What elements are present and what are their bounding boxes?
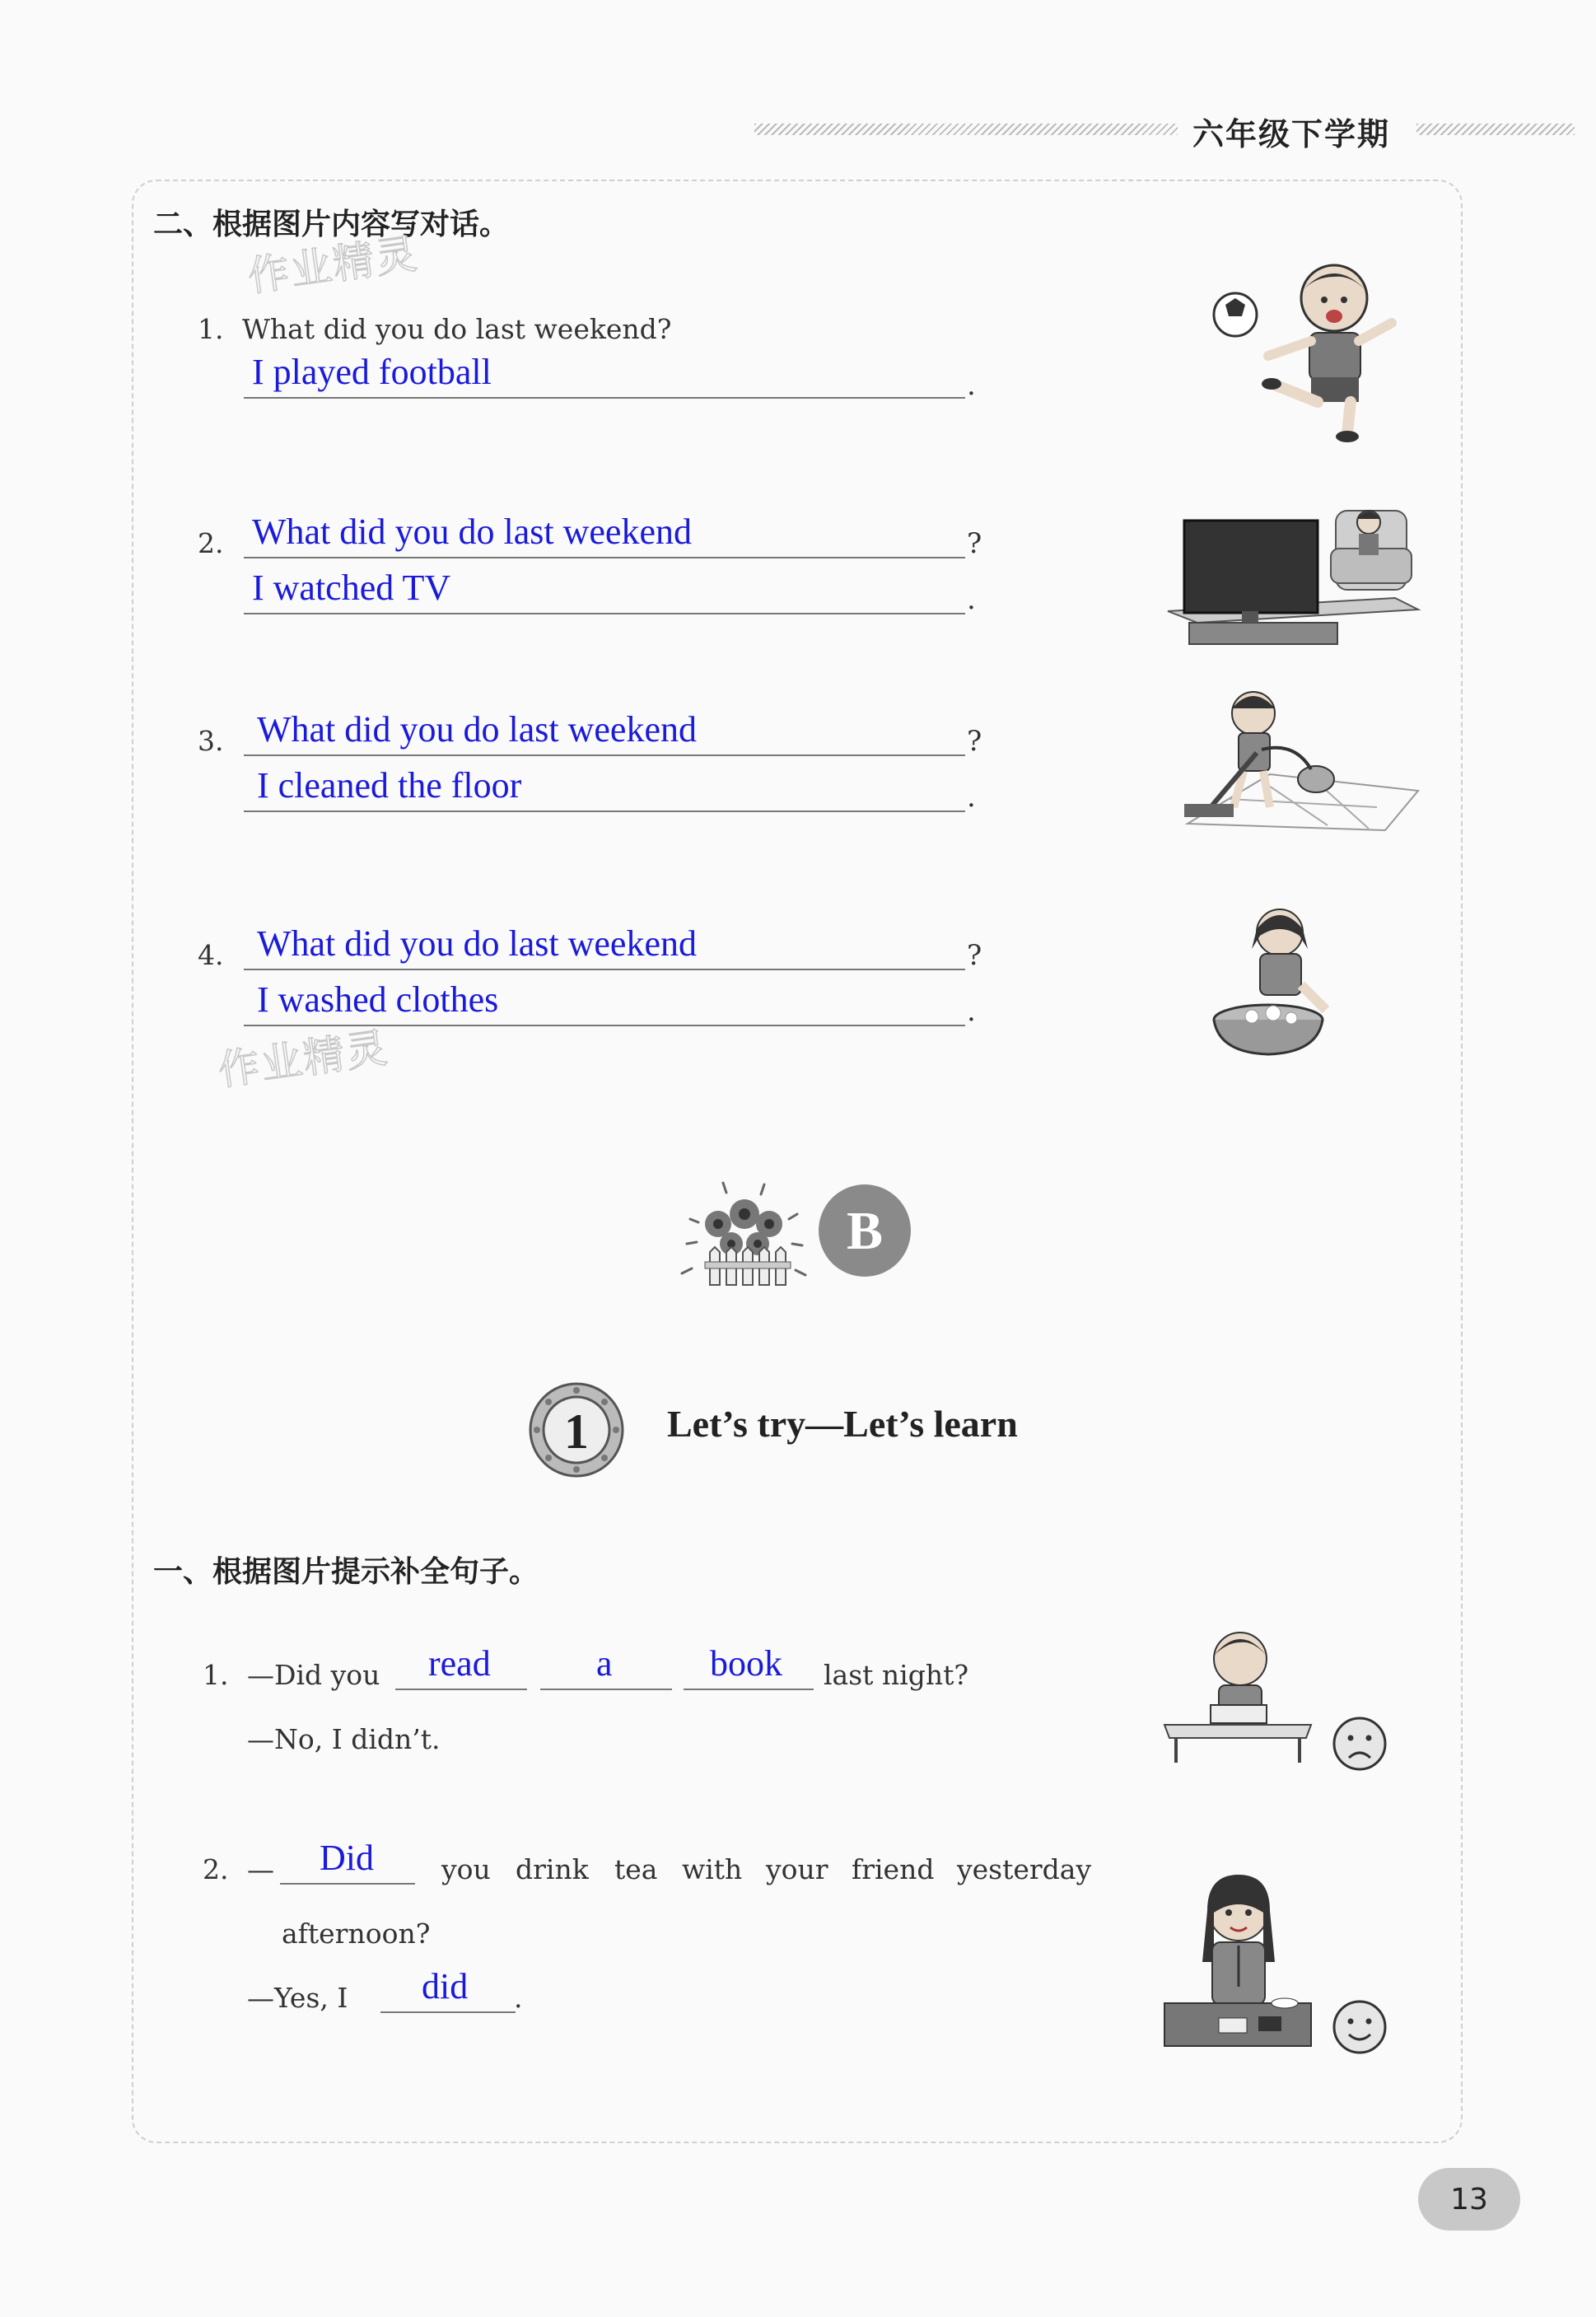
item2-question: What did you do last weekend	[252, 512, 692, 552]
item3-question: What did you do last weekend	[257, 709, 697, 750]
q2-word-you: you	[441, 1853, 491, 1885]
flower-fence-icon	[674, 1170, 814, 1293]
q2-blank1-line	[280, 1883, 415, 1885]
part-b-label: B	[846, 1201, 884, 1261]
q1-blank3: book	[710, 1643, 782, 1684]
item1-prompt: What did you do last weekend?	[242, 313, 672, 345]
q1-number: 1.	[203, 1659, 229, 1691]
page-number: 13	[1418, 2168, 1520, 2231]
q1-reply: —No, I didn’t.	[247, 1723, 441, 1755]
watermark-bottom: 作业精灵	[215, 1023, 392, 1095]
header-hatch-right	[1416, 124, 1575, 135]
section2-title: 二、根据图片内容写对话。	[153, 208, 510, 241]
reading-boy-picture	[1161, 1619, 1314, 1764]
item3-number: 3.	[198, 725, 224, 757]
washing-girl-picture	[1202, 903, 1342, 1059]
tea-girl-picture	[1161, 1863, 1314, 2049]
q2-dash: —	[247, 1853, 274, 1885]
item2-number: 2.	[198, 527, 224, 559]
unit-number-badge-icon	[527, 1380, 626, 1479]
item1-answer: I played football	[252, 352, 492, 392]
q1-blank1-line	[395, 1689, 527, 1690]
item3-question-end: ?	[967, 725, 982, 758]
q2-word-tea: tea	[614, 1853, 658, 1885]
item2-answer-line	[244, 613, 965, 614]
section1-title: 一、根据图片提示补全句子。	[153, 1555, 539, 1589]
q2-blank2: did	[422, 1966, 469, 2006]
item4-question-line	[244, 969, 965, 970]
item4-question-end: ?	[967, 939, 982, 972]
q1-blank1: read	[428, 1643, 491, 1684]
item4-answer: I washed clothes	[257, 979, 499, 1020]
sad-face-icon	[1331, 1715, 1388, 1773]
q2-word-drink: drink	[516, 1853, 589, 1885]
q2-blank1: Did	[320, 1838, 374, 1878]
q2-line2: afternoon?	[282, 1918, 431, 1950]
q2-reply-end: .	[514, 1982, 523, 2014]
q2-word-your: your	[766, 1853, 828, 1885]
item4-end: .	[967, 995, 976, 1028]
header-title: 六年级下学期	[1192, 116, 1391, 152]
lesson-number: 1	[564, 1404, 589, 1459]
q1-blank3-line	[684, 1689, 814, 1690]
header-hatch-left	[754, 124, 1178, 135]
q1-post: last night?	[824, 1659, 969, 1691]
vacuum-girl-picture	[1171, 684, 1426, 840]
item3-end: .	[967, 781, 976, 814]
watermark-top: 作业精灵	[245, 229, 422, 301]
q1-blank2: a	[596, 1643, 613, 1684]
q2-blank2-line	[380, 2011, 516, 2013]
smile-face-icon	[1331, 1998, 1388, 2056]
q2-word-with: with	[682, 1853, 743, 1885]
item1-answer-line	[244, 397, 965, 399]
football-boy-picture	[1202, 257, 1416, 446]
item2-end: .	[967, 583, 976, 616]
lesson-title: Let’s try—Let’s learn	[667, 1403, 1018, 1445]
item3-answer: I cleaned the floor	[257, 765, 522, 806]
item2-question-line	[244, 557, 965, 558]
item4-question: What did you do last weekend	[257, 923, 697, 964]
item3-question-line	[244, 754, 965, 756]
item2-answer: I watched TV	[252, 568, 451, 608]
item2-question-end: ?	[967, 527, 982, 560]
q2-number: 2.	[203, 1853, 229, 1885]
item4-number: 4.	[198, 939, 224, 971]
item1-end: .	[967, 369, 976, 402]
q1-blank2-line	[540, 1689, 672, 1690]
q2-word-friend: friend	[852, 1853, 935, 1885]
part-b-badge	[815, 1181, 914, 1280]
item1-number: 1.	[198, 313, 224, 345]
q2-word-yesterday: yesterday	[957, 1853, 1092, 1885]
q1-pre: —Did you	[247, 1659, 380, 1691]
q2-reply-pre: —Yes, I	[247, 1982, 348, 2014]
tv-watching-picture	[1164, 499, 1421, 647]
item3-answer-line	[244, 810, 965, 812]
